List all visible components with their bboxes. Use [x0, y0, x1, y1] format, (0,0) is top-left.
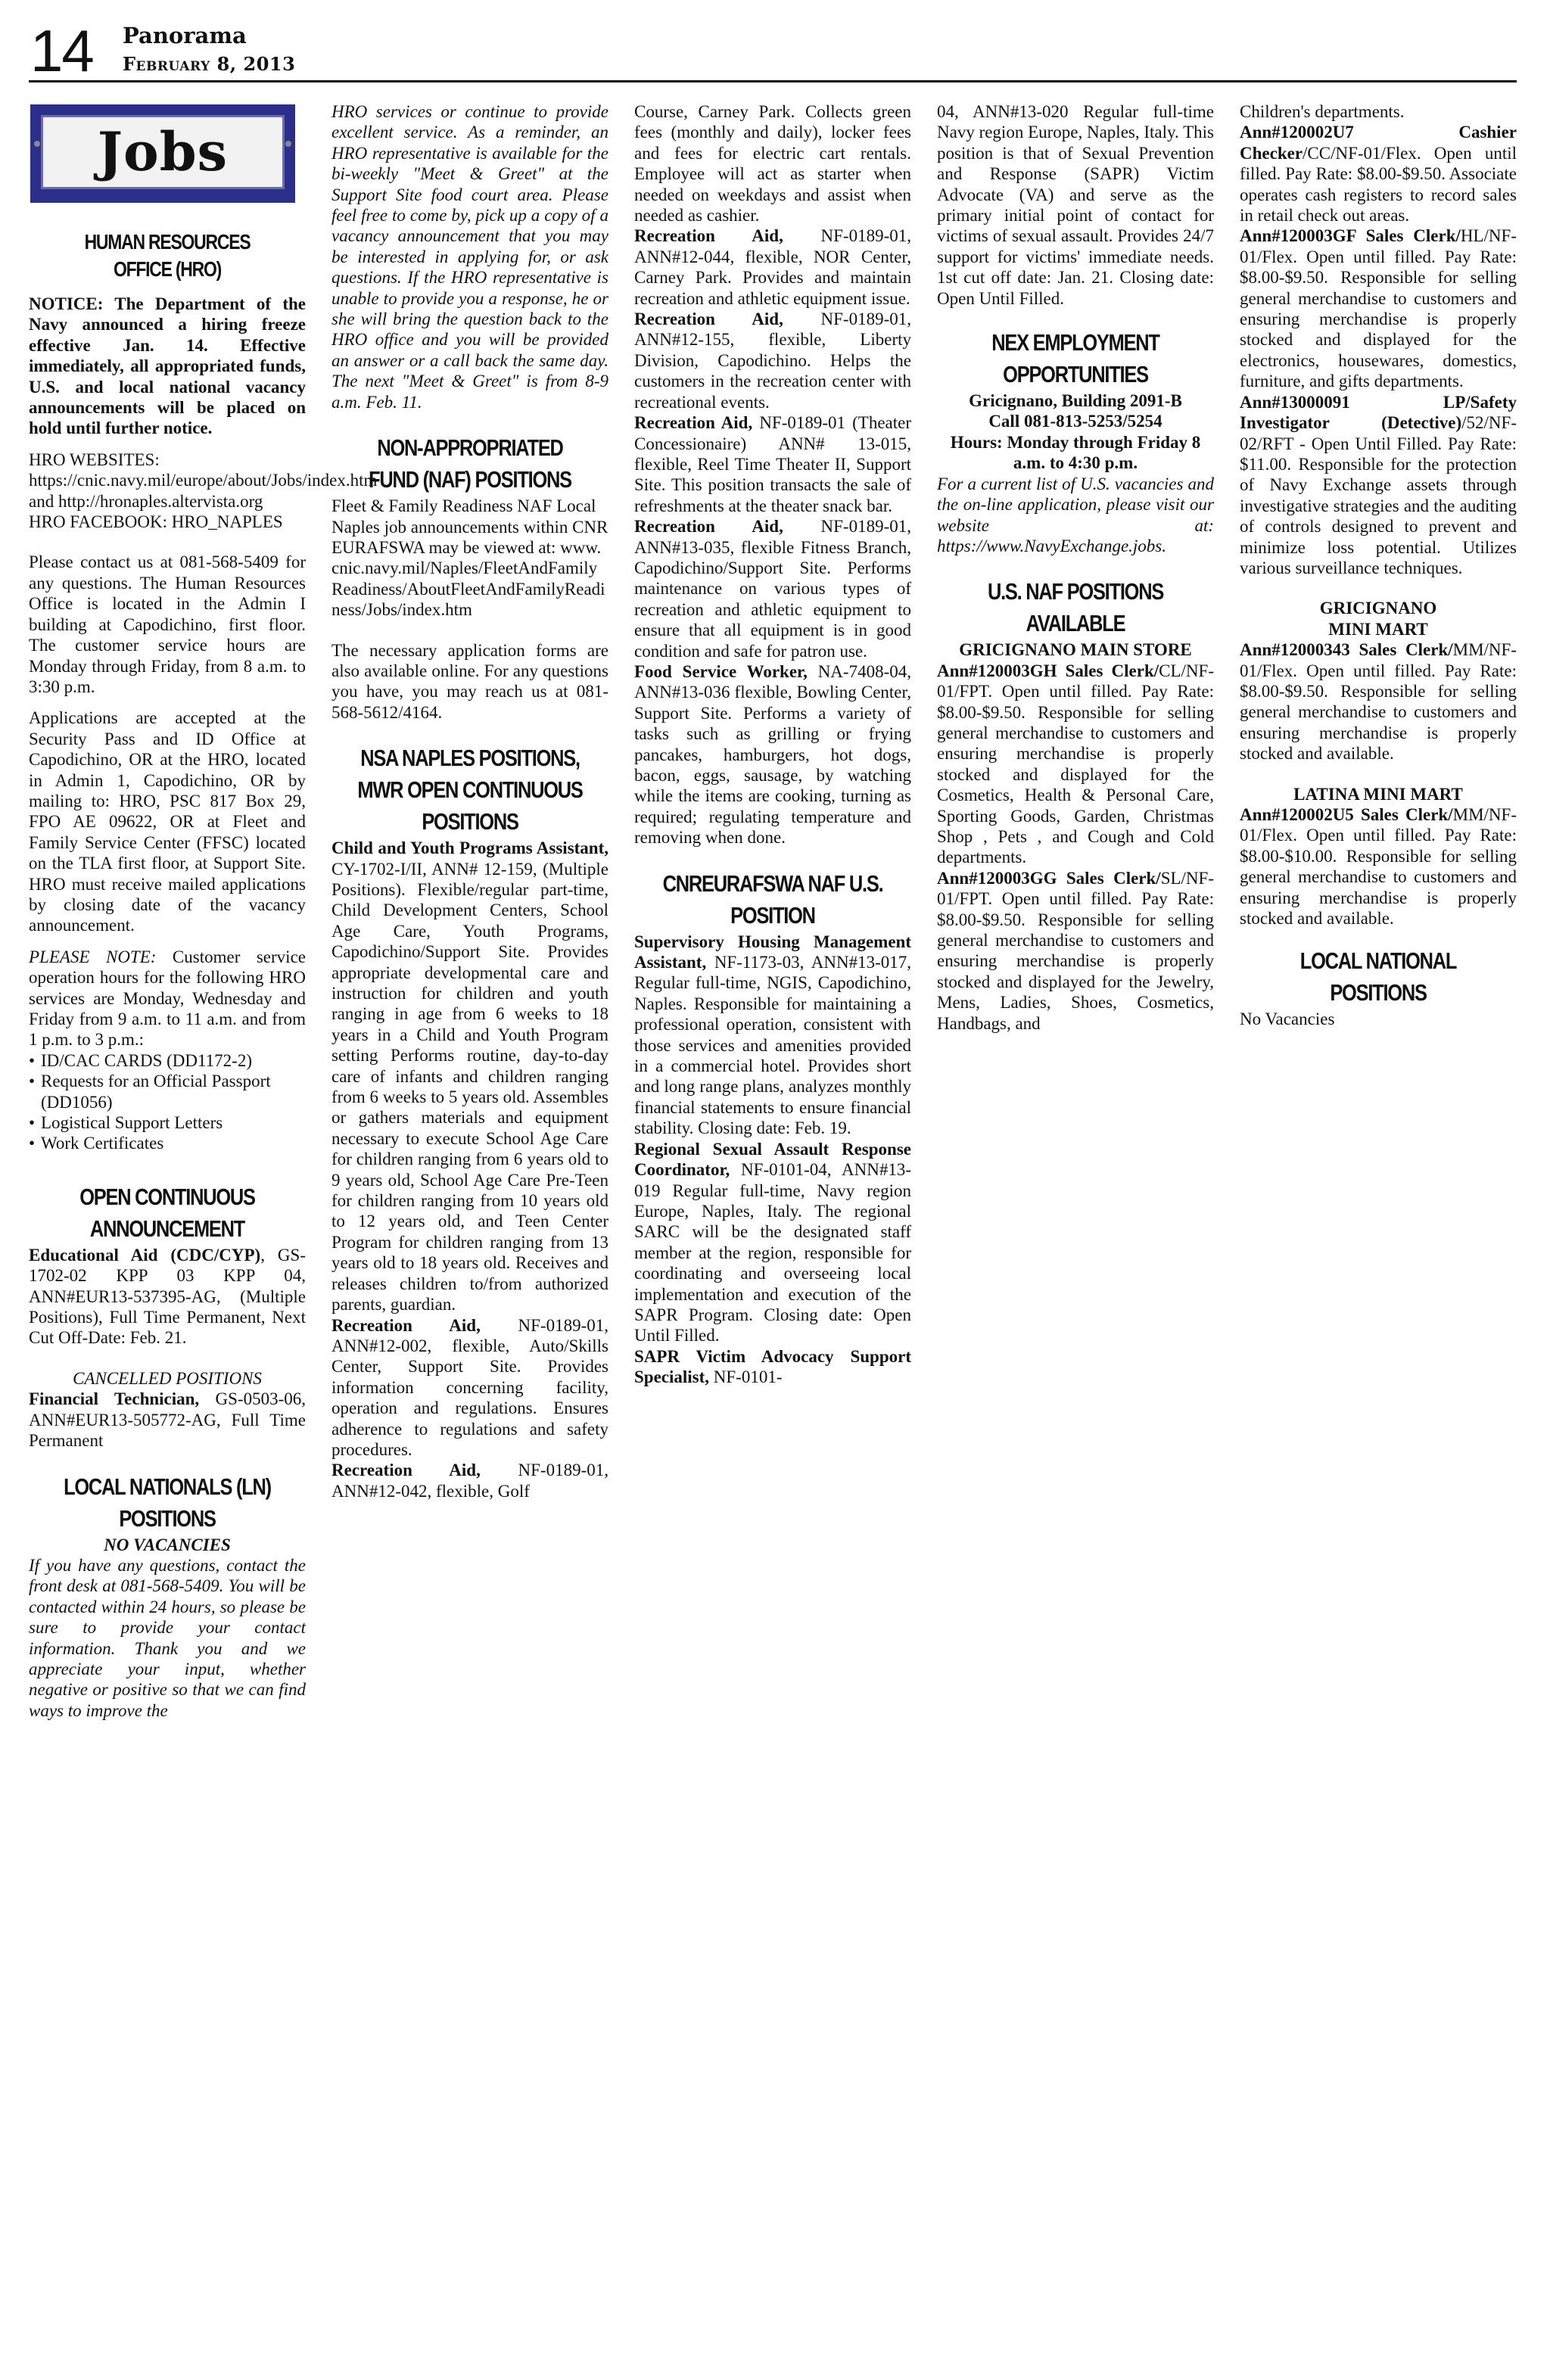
store-heading-main: GRICIGNANO MAIN STORE	[959, 640, 1192, 660]
section-heading-cnreurafswa: CNREURAFSWA NAF U.S. POSITION	[662, 870, 883, 929]
listing-sapr-specialist: SAPR Victim Advocacy Support Specialist, NF-0101-	[634, 1346, 911, 1387]
nex-hours: Hours: Monday through Friday 8 a.m. to 4:30 p.m.	[950, 432, 1201, 473]
section-heading-local-nationals: LOCAL NATIONALS (LN) POSITIONS	[64, 1473, 271, 1532]
hro-services-list	[29, 1050, 306, 1154]
naf-forms: The necessary application forms are also available online. For any questions you have, you may reach us at 081-568-5612/4164.	[331, 640, 608, 722]
listing-sales-clerk: Ann#120003GF Sales Clerk/HL/NF-01/Flex. Open until filled. Pay Rate: $8.00-$9.50. Responsible for selling general merchandise to customers and ensuring merchandise is properly stocked and displayed for the electronics, housewares, domestics, furniture, and gifts departments.	[1240, 226, 1517, 391]
listing-recreation-aid: Recreation Aid, NF-0189-01, ANN#12-002, flexible, Auto/Skills Center, Support Site. Provides information concerning facility, operation and regulations. Ensures adherence to regulations and safety procedures.	[331, 1315, 608, 1459]
please-note: PLEASE NOTE: Customer service operation hours for the following HRO services are Monday, Wednesday and Friday from 9 a.m. to 11 a.m. and from 1 p.m. to 3 p.m.:	[29, 947, 306, 1050]
listing-cyp-assistant: Child and Youth Programs Assistant, CY-1702-I/II, ANN# 12-159, (Multiple Positions). Flexible/regular part-time, Child Development Centers, School Age Care, Youth Programs, Capodichino/Support Site. Provides appropriate developmental care and instruction for children and youth ranging in age from 6 weeks to 18 years in a Child and Youth Program setting Performs routine, day-to-day care of infants and children ranging from 6 weeks to 5 years old. Assembles or gathers materials and equipment necessary to execute School Age Care for children ranging from 6 years old to 9 years old, School Age Care Pre-Teen for children ranging from 10 years old to 12 years old, and Teen Center Program for children ranging from 13 years old to 18 years old. Receives and releases children to/from authorized parents, guardian.	[331, 838, 608, 1314]
column-5	[1240, 101, 1517, 1030]
section-heading-naf: NON-APPROPRIATED FUND (NAF) POSITIONS	[369, 434, 571, 493]
listing-food-service-worker: Food Service Worker, NA-7408-04, ANN#13-036 flexible, Bowling Center, Support Site. Performs a variety of tasks such as grilling or frying pancakes, hamburgers, hot dogs, bacon, eggs, sausage, by watching while the items are cooking, turning as required; regulating temperature and removing when done.	[634, 661, 911, 848]
hro-websites: HRO WEBSITES: https://cnic.navy.mil/europe/about/Jobs/index.htm and http://hronaples.altervista.org	[29, 450, 378, 511]
publication-name: Panorama	[123, 23, 247, 48]
section-heading-nsa-naples: NSA NAPLES POSITIONS, MWR OPEN CONTINUOUS POSITIONS	[357, 745, 583, 835]
column-2	[331, 101, 608, 1501]
listing-recreation-aid: Recreation Aid, NF-0189-01, ANN#12-155, flexible, Liberty Division, Capodichino. Helps the customers in the recreation center with recreational events.	[634, 310, 911, 412]
column-4	[937, 101, 1214, 1034]
ornament-dot-icon	[34, 141, 40, 147]
listing-recreation-aid: Recreation Aid, NF-0189-01 (Theater Concessionaire) ANN# 13-015, flexible, Reel Time Theater II, Support Site. This position transacts the sale of refreshments at the theater snack bar.	[634, 413, 911, 515]
issue-date: February 8, 2013	[123, 53, 296, 75]
listing-sales-clerk: Ann#120003GG Sales Clerk/SL/NF-01/FPT. Open until filled. Pay Rate: $8.00-$9.50. Responsible for selling general merchandise to customers and ensuring merchandise is properly stocked and displayed for the Jewelry, Mens, Ladies, Shoes, Cosmetics, Handbags, and	[937, 868, 1214, 1033]
page-number: 14	[30, 17, 93, 84]
listing-financial-technician: Financial Technician, GS-0503-06, ANN#EUR13-505772-AG, Full Time Permanent	[29, 1389, 306, 1451]
section-heading-nex: NEX EMPLOYMENT OPPORTUNITIES	[991, 329, 1159, 388]
listing-sales-clerk: Ann#120002U5 Sales Clerk/MM/NF-01/Flex. Open until filled. Pay Rate: $8.00-$10.00. Responsible for selling general merchandise to customers and ensuring merchandise is properly stocked and available.	[1240, 805, 1517, 929]
listing-recreation-aid: Recreation Aid, NF-0189-01, ANN#12-044, flexible, NOR Center, Carney Park. Provides and maintain recreation and athletic equipment issue.	[634, 226, 911, 308]
no-vacancies: No Vacancies	[1240, 1010, 1335, 1029]
listing-sarc: Regional Sexual Assault Response Coordinator, NF-0101-04, ANN#13-019 Regular full-time, Navy region Europe, Naples, Italy. The regional SARC will be the designated staff member at the region, responsible for coordinating and overseeing local implementation and execution of the SAPR Program. Closing date: Open Until Filled.	[634, 1139, 911, 1346]
list-item: • Requests for an Official Passport (DD1056)	[29, 1071, 306, 1112]
store-heading-gricignano: GRICIGNANO	[1319, 599, 1437, 618]
hro-facebook: HRO FACEBOOK: HRO_NAPLES	[29, 512, 283, 532]
naf-jobs-link: Fleet & Family Readiness NAF Local Naples job announcements within CNREURAFSWA may be viewed at: www.cnic.navy.mil/Naples/FleetAndFamilyReadiness/AboutFleetAndFamilyReadiness/Jobs/index.htm	[331, 496, 608, 620]
cancelled-positions-label: CANCELLED POSITIONS	[73, 1368, 262, 1388]
no-vacancies: NO VACANCIES	[104, 1535, 231, 1554]
jobs-banner-panel	[41, 115, 285, 189]
sapr-continued: 04, ANN#13-020 Regular full-time Navy region Europe, Naples, Italy. This position is that of Sexual Prevention and Response (SAPR) Victim Advocate (VA) and serve as the primary initial point of contact for victims of sexual assault. Provides 24/7 support for victims' immediate needs. 1st cut off date: Jan. 21. Closing date: Open Until Filled.	[937, 102, 1214, 308]
golf-course-continued: Course, Carney Park. Collects green fees (monthly and daily), locker fees and fees for electric cart rentals. Employee will act as starter when needed on weekdays and assist when needed as cashier.	[634, 102, 911, 226]
hro-contact: Please contact us at 081-568-5409 for any questions. The Human Resources Office is located in the Admin I building at Capodichino, first floor. The customer service hours are Monday through Friday, from 8 a.m. to 3:30 p.m.	[29, 552, 306, 696]
sales-clerk-continued: Children's departments.	[1240, 102, 1405, 121]
nex-website-note: For a current list of U.S. vacancies and the on-line application, please visit our website at: https://www.NavyExchange.jobs.	[937, 474, 1214, 555]
store-heading-latina: LATINA MINI MART	[1293, 784, 1463, 804]
column-3	[634, 101, 911, 1388]
hro-meet-greet: HRO services or continue to provide excellent service. As a reminder, an HRO representative is available for the bi-weekly "Meet & Greet" at the Support Site food court area. Please feel free to come by, pick up a copy of a vacancy announcement that you may be interested in applying for, or ask questions. If the HRO representative is unable to provide you a response, he or she will bring the question back to the HRO office and you will be provided an answer or a call back the same day. The next "Meet & Greet" is from 8-9 a.m. Feb. 11.	[331, 102, 608, 412]
section-heading-local-national: LOCAL NATIONAL POSITIONS	[1299, 947, 1457, 1006]
listing-safety-investigator: Ann#13000091 LP/Safety Investigator (Detective)/52/NF-02/RFT - Open Until Filled. Pay Rate: $11.00. Responsible for the protection of Navy Exchange assets through investigative strategies and the auditing of controls designed to prevent and minimize loss potential. Utilizes various surveillance techniques.	[1240, 392, 1517, 577]
list-item: • ID/CAC CARDS (DD1172-2)	[29, 1050, 306, 1071]
listing-sales-clerk: Ann#12000343 Sales Clerk/MM/NF-01/Flex. Open until filled. Pay Rate: $8.00-$9.50. Responsible for selling general merchandise to customers and ensuring merchandise is properly stocked and available.	[1240, 640, 1517, 764]
listing-housing-assistant: Supervisory Housing Management Assistant, NF-1173-03, ANN#13-017, Regular full-time, NGIS, Capodichino, Naples. Responsible for maintaining a professional operation, consistent with those services and amenities provided in a commercial hotel. Provides short and long range plans, analyzes monthly financial statements to ensure financial stability. Closing date: Feb. 19.	[634, 932, 911, 1138]
jobs-banner	[30, 104, 295, 203]
list-item: • Work Certificates	[29, 1133, 306, 1153]
listing-educational-aid: Educational Aid (CDC/CYP), GS-1702-02 KPP 03 KPP 04, ANN#EUR13-537395-AG, (Multiple Positions), Full Time Permanent, Next Cut Off-Date: Feb. 21.	[29, 1245, 306, 1348]
section-heading-open-continuous: OPEN CONTINUOUS ANNOUNCEMENT	[79, 1183, 255, 1242]
page-masthead	[29, 17, 1517, 82]
please-note-label: PLEASE NOTE:	[29, 947, 157, 966]
nex-address: Gricignano, Building 2091-B	[969, 391, 1182, 411]
listing-cashier-checker: Ann#120002U7 Cashier Checker/CC/NF-01/Flex. Open until filled. Pay Rate: $8.00-$9.50. Associate operates cash registers to record sales in retail check out areas.	[1240, 123, 1517, 226]
ornament-dot-icon	[285, 141, 291, 147]
column-1	[29, 101, 378, 1721]
nex-phone: Call 081-813-5253/5254	[988, 412, 1162, 431]
jobs-title: Jobs	[97, 120, 229, 183]
section-heading-hro: HUMAN RESOURCES OFFICE (HRO)	[84, 230, 251, 281]
listing-recreation-aid: Recreation Aid, NF-0189-01, ANN#13-035, flexible Fitness Branch, Capodichino/Support Site. Performs maintenance on various types of recreation and athletic equipment to ensure that all equipment is in good condition and safe for patron use.	[634, 517, 911, 661]
store-heading-mini-mart: MINI MART	[1328, 619, 1428, 639]
listing-sales-clerk: Ann#120003GH Sales Clerk/CL/NF-01/FPT. Open until filled. Pay Rate: $8.00-$9.50. Responsible for selling general merchandise to customers and ensuring merchandise is properly stocked and displayed for the Cosmetics, Health & Personal Care, Sporting Goods, Garden, Christmas Shop , Pets , and Cough and Cold departments.	[937, 661, 1214, 867]
section-heading-us-naf: U.S. NAF POSITIONS AVAILABLE	[987, 578, 1164, 637]
hro-applications: Applications are accepted at the Security Pass and ID Office at Capodichino, OR at the HRO, located in Admin 1, Capodichino, OR by mailing to: HRO, PSC 817 Box 29, FPO AE 09622, OR at Fleet and Family Service Center (FFSC) located on the TLA first floor, at Support Site. HRO must receive mailed applications by closing date of the vacancy announcement.	[29, 708, 306, 935]
listing-recreation-aid: Recreation Aid, NF-0189-01, ANN#12-042, flexible, Golf	[331, 1461, 608, 1501]
hiring-freeze-notice: NOTICE: The Department of the Navy announced a hiring freeze effective Jan. 14. Effective immediately, all appropriated funds, U.S. and local national vacancy announcements will be placed on hold until further notice.	[29, 294, 306, 438]
questions-note: If you have any questions, contact the front desk at 081-568-5409. You will be contacted within 24 hours, so please be sure to provide your contact information. Thank you and we appreciate your input, whether negative or positive so that we can find ways to improve the	[29, 1555, 306, 1720]
list-item: • Logistical Support Letters	[29, 1112, 306, 1133]
